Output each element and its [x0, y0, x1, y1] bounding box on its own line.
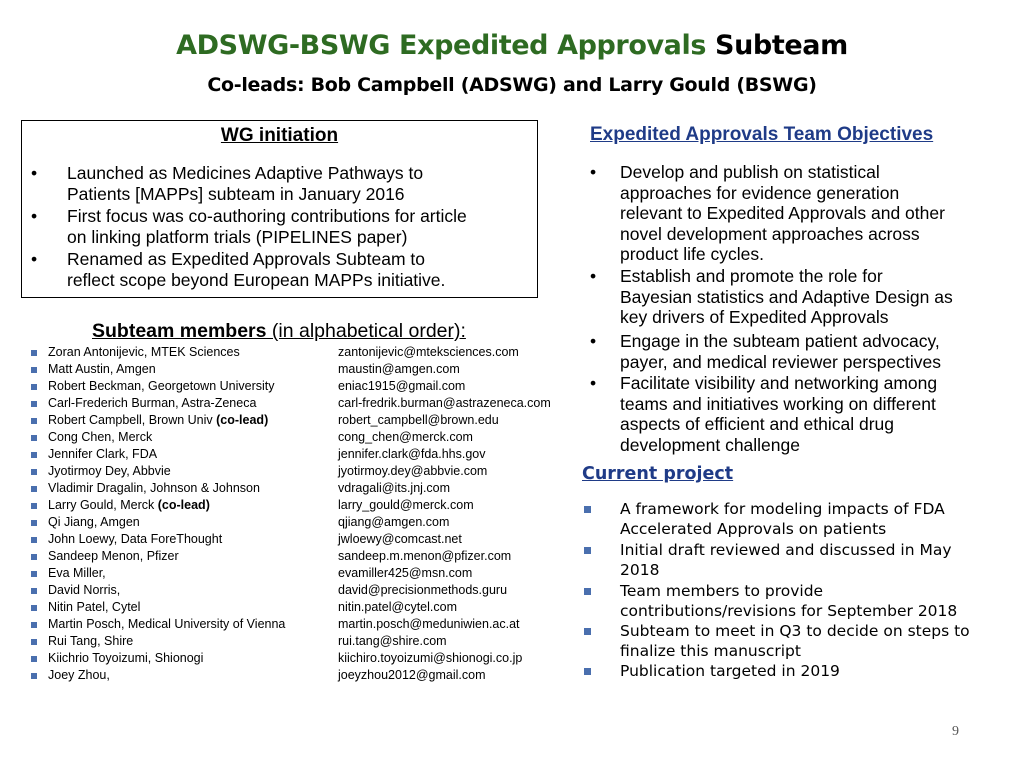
slide-title: [0, 30, 1024, 61]
member-email: nitin.patel@cytel.com: [338, 600, 457, 614]
member-name: [48, 463, 171, 480]
member-row: [31, 514, 591, 531]
project-line: Team members to provide: [620, 582, 824, 600]
project-line: Subteam to meet in Q3 to decide on steps to: [620, 622, 970, 640]
member-name: [48, 497, 210, 514]
member-email: evamiller425@msn.com: [338, 566, 473, 580]
member-name: [48, 344, 240, 361]
member-row: [31, 633, 591, 650]
member-name-text: Qi Jiang, Amgen: [48, 515, 140, 529]
bullet-dot: •: [590, 266, 597, 286]
member-email: joeyzhou2012@gmail.com: [338, 668, 486, 682]
member-row: [31, 548, 591, 565]
member-name-text: Larry Gould, Merck: [48, 498, 155, 512]
project-line: contributions/revisions for September 2018: [620, 602, 958, 621]
wg-bullet-line: Launched as Medicines Adaptive Pathways to: [67, 163, 424, 183]
member-row: [31, 429, 591, 446]
objective-line: Bayesian statistics and Adaptive Design as: [620, 286, 953, 307]
member-name-text: Sandeep Menon, Pfizer: [48, 549, 179, 563]
square-bullet-icon: [31, 486, 37, 492]
member-name: [48, 633, 133, 650]
member-name-text: Joey Zhou,: [48, 668, 110, 682]
objective-line: Facilitate visibility and networking among: [620, 373, 938, 393]
member-email: vdragali@its.jnj.com: [338, 481, 451, 495]
member-email: kiichiro.toyoizumi@shionogi.co.jp: [338, 651, 523, 665]
square-bullet-icon: [584, 588, 591, 595]
square-bullet-icon: [31, 554, 37, 560]
member-name-text: Vladimir Dragalin, Johnson & Johnson: [48, 481, 260, 495]
member-name: [48, 565, 106, 582]
member-email: sandeep.m.menon@pfizer.com: [338, 549, 512, 563]
project-line: 2018: [620, 561, 660, 580]
member-email: jyotirmoy.dey@abbvie.com: [338, 464, 488, 478]
wg-bullet-line: on linking platform trials (PIPELINES paper): [67, 226, 408, 247]
square-bullet-icon: [31, 537, 37, 543]
member-name-text: Robert Campbell, Brown Univ: [48, 413, 213, 427]
member-row: [31, 344, 591, 361]
member-email: zantonijevic@mteksciences.com: [338, 345, 519, 359]
square-bullet-icon: [31, 639, 37, 645]
project-line: finalize this manuscript: [620, 642, 801, 661]
member-name: [48, 361, 156, 378]
member-email: jennifer.clark@fda.hhs.gov: [338, 447, 486, 461]
square-bullet-icon: [31, 435, 37, 441]
wg-bullet-line: Renamed as Expedited Approvals Subteam to: [67, 249, 425, 269]
member-name-text: Martin Posch, Medical University of Vienna: [48, 617, 286, 631]
square-bullet-icon: [31, 588, 37, 594]
square-bullet-icon: [31, 673, 37, 679]
square-bullet-icon: [584, 547, 591, 554]
member-name-text: Kiichrio Toyoizumi, Shionogi: [48, 651, 204, 665]
members-heading-rest: (in alphabetical order):: [266, 320, 466, 342]
slide-title-black: Subteam: [715, 30, 848, 61]
member-email: larry_gould@merck.com: [338, 498, 474, 512]
project-line: A framework for modeling impacts of FDA: [620, 500, 945, 518]
objective-line: Establish and promote the role for: [620, 266, 883, 286]
member-name: [48, 480, 260, 497]
member-row: [31, 446, 591, 463]
member-email: david@precisionmethods.guru: [338, 583, 508, 597]
square-bullet-icon: [31, 571, 37, 577]
member-name-text: Rui Tang, Shire: [48, 634, 134, 648]
wg-bullet-line: reflect scope beyond European MAPPs initiative.: [67, 269, 446, 290]
member-name-text: Eva Miller,: [48, 566, 106, 580]
member-row: [31, 361, 591, 378]
square-bullet-icon: [31, 350, 37, 356]
page-number: 9: [952, 724, 959, 739]
bullet-dot: •: [31, 249, 38, 269]
wg-initiation-box: [21, 120, 538, 298]
member-row: [31, 412, 591, 429]
member-email: cong_chen@merck.com: [338, 430, 473, 444]
member-name-text: Jyotirmoy Dey, Abbvie: [48, 464, 171, 478]
member-name-text: David Norris,: [48, 583, 121, 597]
square-bullet-icon: [31, 622, 37, 628]
member-name: [48, 395, 256, 412]
objectives-heading: Expedited Approvals Team Objectives: [590, 124, 934, 145]
wg-bullet-line: First focus was co-authoring contributions for article: [67, 206, 467, 226]
objective-line: relevant to Expedited Approvals and other: [620, 203, 945, 223]
objective-line: payer, and medical reviewer perspectives: [620, 351, 941, 372]
member-name-text: John Loewy, Data ForeThought: [48, 532, 223, 546]
member-name: [48, 514, 140, 531]
bullet-dot: •: [31, 163, 38, 183]
colead-tag: (co-lead): [157, 498, 210, 512]
square-bullet-icon: [31, 452, 37, 458]
member-row: [31, 599, 591, 616]
member-row: [31, 667, 591, 684]
members-heading-bold: Subteam members: [92, 320, 267, 342]
member-name-text: Robert Beckman, Georgetown University: [48, 379, 275, 393]
member-name: [48, 531, 222, 548]
member-name: [48, 667, 110, 684]
member-row: [31, 395, 591, 412]
member-email: eniac1915@gmail.com: [338, 379, 466, 393]
objective-line: aspects of efficient and ethical drug: [620, 414, 895, 434]
member-row: [31, 565, 591, 582]
objective-line: product life cycles.: [620, 244, 764, 264]
square-bullet-icon: [31, 520, 37, 526]
member-name-text: Cong Chen, Merck: [48, 430, 153, 444]
members-list: [31, 344, 591, 684]
objective-line: Develop and publish on statistical: [620, 162, 880, 182]
members-heading: [92, 320, 466, 343]
member-name-text: Carl-Frederich Burman, Astra-Zeneca: [48, 396, 257, 410]
square-bullet-icon: [31, 656, 37, 662]
member-row: [31, 531, 591, 548]
member-row: [31, 582, 591, 599]
member-name: [48, 446, 157, 463]
member-name-text: Matt Austin, Amgen: [48, 362, 156, 376]
member-row: [31, 463, 591, 480]
objective-line: key drivers of Expedited Approvals: [620, 307, 889, 327]
member-row: [31, 497, 591, 514]
member-name: [48, 412, 268, 429]
member-name: [48, 548, 179, 565]
objective-line: development challenge: [620, 434, 800, 455]
square-bullet-icon: [31, 367, 37, 373]
objective-line: novel development approaches across: [620, 223, 920, 244]
square-bullet-icon: [31, 469, 37, 475]
objective-line: approaches for evidence generation: [620, 182, 900, 203]
member-name: [48, 650, 203, 667]
member-name-text: Nitin Patel, Cytel: [48, 600, 141, 614]
member-email: carl-fredrik.burman@astrazeneca.com: [338, 396, 551, 410]
colead-tag: (co-lead): [216, 413, 269, 427]
square-bullet-icon: [31, 384, 37, 390]
objective-line: teams and initiatives working on different: [620, 393, 936, 414]
square-bullet-icon: [584, 628, 591, 635]
bullet-dot: •: [590, 162, 597, 182]
member-name: [48, 599, 140, 616]
bullet-dot: •: [31, 206, 38, 226]
member-name: [48, 616, 285, 633]
slide-title-green: ADSWG-BSWG Expedited Approvals: [176, 30, 707, 61]
member-email: robert_campbell@brown.edu: [338, 413, 499, 427]
square-bullet-icon: [584, 668, 591, 675]
wg-initiation-heading: WG initiation: [220, 125, 339, 146]
member-email: qjiang@amgen.com: [338, 515, 450, 529]
member-email: rui.tang@shire.com: [338, 634, 447, 648]
member-email: maustin@amgen.com: [338, 362, 460, 376]
member-email: martin.posch@meduniwien.ac.at: [338, 617, 520, 631]
member-row: [31, 650, 591, 667]
member-email: jwloewy@comcast.net: [338, 532, 462, 546]
objective-line: Engage in the subteam patient advocacy,: [620, 331, 940, 351]
member-name: [48, 582, 120, 599]
project-line: Accelerated Approvals on patients: [620, 520, 887, 539]
project-line: Publication targeted in 2019: [620, 662, 840, 680]
square-bullet-icon: [31, 418, 37, 424]
slide-subtitle: Co-leads: Bob Campbell (ADSWG) and Larry Gould (BSWG): [207, 74, 817, 96]
square-bullet-icon: [31, 503, 37, 509]
member-row: [31, 378, 591, 395]
member-name: [48, 429, 152, 446]
member-name-text: Jennifer Clark, FDA: [48, 447, 158, 461]
project-line: Initial draft reviewed and discussed in May: [620, 541, 952, 559]
member-name-text: Zoran Antonijevic, MTEK Sciences: [48, 345, 240, 359]
square-bullet-icon: [584, 506, 591, 513]
member-row: [31, 480, 591, 497]
square-bullet-icon: [31, 401, 37, 407]
current-project-heading: Current project: [582, 464, 734, 484]
member-row: [31, 616, 591, 633]
square-bullet-icon: [31, 605, 37, 611]
member-name: [48, 378, 274, 395]
wg-bullet-line: Patients [MAPPs] subteam in January 2016: [67, 183, 405, 204]
bullet-dot: •: [590, 373, 597, 393]
bullet-dot: •: [590, 331, 597, 351]
